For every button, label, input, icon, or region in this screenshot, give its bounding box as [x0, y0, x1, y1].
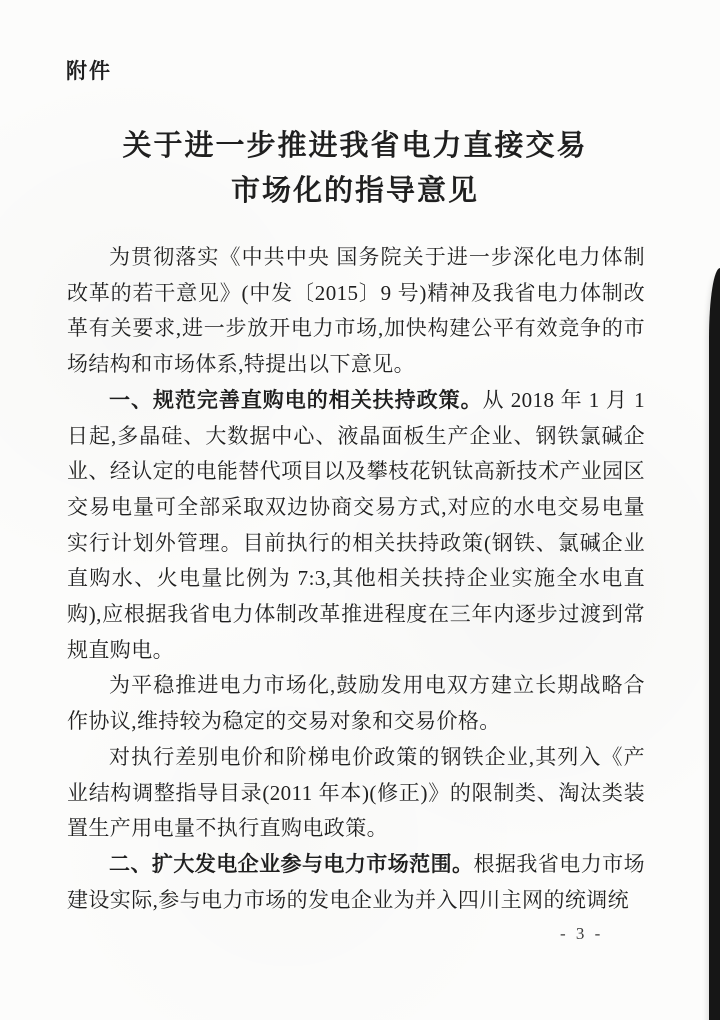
paragraph-text: 为贯彻落实《中共中央 国务院关于进一步深化电力体制改革的若干意见》(中发〔2015〕9 号)精神及我省电力体制改革有关要求,进一步放开电力市场,加快构建公平有效竞争的市场结构和市场体系,特提出以下意见。 [67, 245, 645, 377]
paragraph-section-1 [67, 383, 645, 669]
scan-edge-artifact [709, 268, 720, 1020]
document-title [0, 124, 710, 214]
paragraph-text: 从 2018 年 1 月 1 日起,多晶硅、大数据中心、液晶面板生产企业、钢铁氯碱企业、经认定的电能替代项目以及攀枝花钒钛高新技术产业园区交易电量可全部采取双边协商交易方式,对应的水电交易电量实行计划外管理。目前执行的相关扶持政策(钢铁、氯碱企业直购水、火电量比例为 7:3,其他相关扶持企业实施全水电直购),应根据我省电力体制改革推进程度在三年内逐步过渡到常规直购电。 [67, 387, 645, 662]
section-2-lead: 二、扩大发电企业参与电力市场范围。 [109, 851, 474, 876]
paragraph-intro [67, 240, 645, 383]
paragraph-text: 为平稳推进电力市场化,鼓励发用电双方建立长期战略合作协议,维持较为稳定的交易对象和交易价格。 [67, 673, 645, 734]
paragraph-section-2 [67, 847, 645, 918]
paragraph-text: 根据我省电力市场建设实际,参与电力市场的发电企业为并入四川主网的统调统 [67, 851, 645, 912]
page-number: - 3 - [560, 924, 604, 943]
document-title-line-1: 关于进一步推进我省电力直接交易 [122, 130, 588, 162]
document-body [67, 240, 645, 918]
document-title-line-2: 市场化的指导意见 [230, 175, 479, 207]
paragraph-text: 对执行差别电价和阶梯电价政策的钢铁企业,其列入《产业结构调整指导目录(2011 年本)(修正)》的限制类、淘汰类装置生产用电量不执行直购电政策。 [67, 744, 645, 841]
paragraph-steel-policy [67, 740, 645, 847]
attachment-label: 附件 [66, 59, 112, 83]
section-1-lead: 一、规范完善直购电的相关扶持政策。 [109, 387, 483, 412]
paragraph-stability [67, 668, 645, 739]
